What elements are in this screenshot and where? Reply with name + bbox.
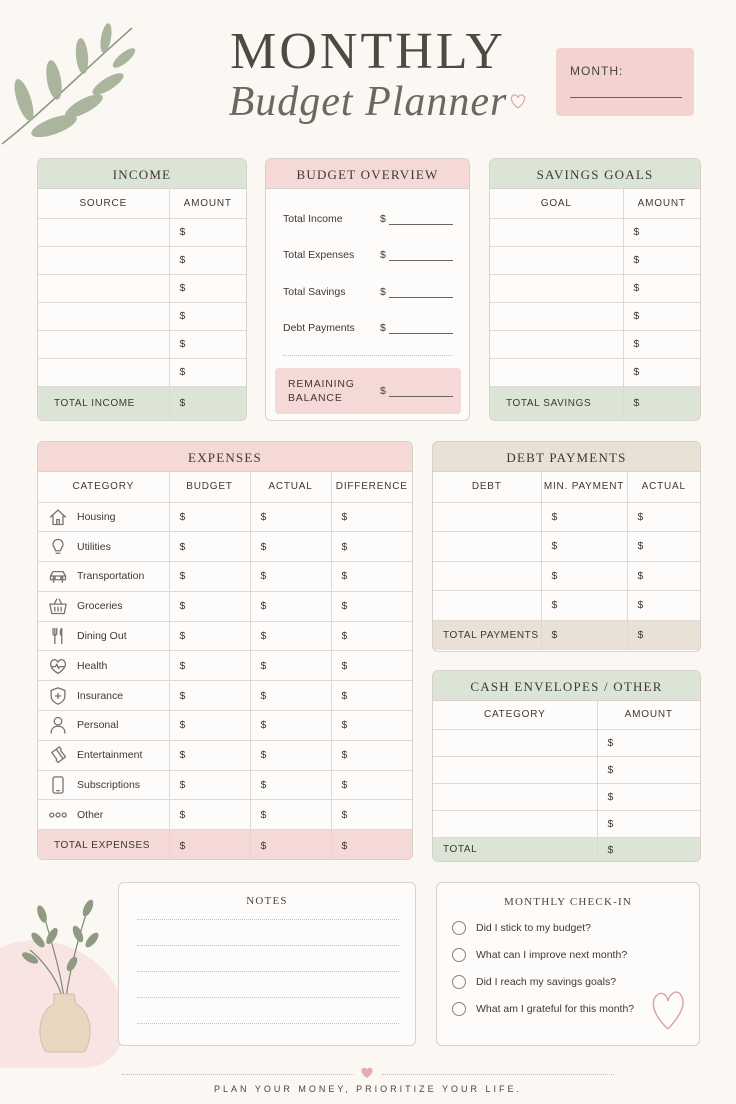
expenses-col-difference: DIFFERENCE [331,472,412,502]
expense-category [38,562,169,592]
expense-category-label: Dining Out [77,630,127,643]
amount-cell[interactable]: $ [331,562,412,592]
amount-cell[interactable]: $ [331,711,412,741]
income-total-row[interactable]: TOTAL INCOME $ [38,386,246,420]
page-title: MONTHLY [230,23,506,80]
debt-total-label: TOTAL PAYMENTS [433,620,541,650]
amount-cell[interactable]: $ [331,770,412,800]
amount-cell[interactable]: $ [250,740,331,770]
footer-divider-right [382,1074,614,1075]
amount-cell[interactable]: $ [250,651,331,681]
savings-panel [489,158,701,421]
table-row[interactable]: $ [490,302,700,330]
expense-category [38,502,169,532]
phone-icon [48,775,68,795]
amount-cell[interactable]: $ [250,681,331,711]
expenses-total-row[interactable]: TOTAL EXPENSES $ $ $ [38,830,412,860]
amount-cell[interactable]: $ [331,621,412,651]
savings-table [490,189,700,420]
basket-icon [48,596,68,616]
expense-category-label: Subscriptions [77,779,141,792]
dots-icon [48,805,68,825]
shield-icon [48,686,68,706]
amount-cell[interactable]: $ [331,740,412,770]
expenses-title: EXPENSES [38,442,412,472]
savings-total-label: TOTAL SAVINGS [490,386,623,420]
amount-cell[interactable]: $ [250,711,331,741]
checkin-item[interactable]: Did I stick to my budget? [452,921,591,935]
month-line [570,97,682,98]
table-row[interactable]: $ [38,330,246,358]
cash-panel [432,670,701,862]
amount-cell[interactable]: $ [169,532,250,562]
savings-col-amount: AMOUNT [623,189,700,218]
expense-category-label: Insurance [77,689,124,702]
expenses-col-actual: ACTUAL [250,472,331,502]
overview-row-expenses[interactable]: Total Expenses $ [283,249,453,261]
cash-total-label: TOTAL [433,837,597,862]
expense-category [38,681,169,711]
amount-cell[interactable]: $ [331,502,412,532]
expenses-col-category: CATEGORY [38,472,169,502]
amount-cell[interactable]: $ [250,532,331,562]
amount-cell[interactable]: $ [169,502,250,532]
savings-title: SAVINGS GOALS [490,159,700,189]
amount-cell[interactable]: $ [169,621,250,651]
cash-col-amount: AMOUNT [597,701,700,729]
table-row[interactable]: $ [490,274,700,302]
note-line [137,1023,399,1024]
income-total-label: TOTAL INCOME [38,386,169,420]
checkin-item[interactable]: Did I reach my savings goals? [452,975,616,989]
amount-cell[interactable]: $ [250,502,331,532]
expense-category [38,800,169,830]
page-subtitle: Budget Planner [228,79,508,125]
amount-cell[interactable]: $ [331,651,412,681]
amount-cell[interactable]: $ [250,621,331,651]
expense-category [38,621,169,651]
expenses-col-budget: BUDGET [169,472,250,502]
amount-cell[interactable]: $ [331,532,412,562]
amount-cell[interactable]: $ [169,740,250,770]
table-row[interactable] [38,740,412,770]
notes-panel[interactable] [118,882,416,1046]
checkbox-circle-icon[interactable] [452,921,466,935]
checkin-item[interactable]: What can I improve next month? [452,948,627,962]
amount-cell[interactable]: $ [169,651,250,681]
table-row[interactable]: $ [38,358,246,386]
amount-cell[interactable]: $ [250,591,331,621]
expense-category-label: Utilities [77,540,111,553]
checkin-item[interactable]: What am I grateful for this month? [452,1002,634,1016]
person-icon [48,715,68,735]
table-row[interactable]: $ $ [433,561,700,591]
heart-icon [360,1066,374,1079]
overview-panel [265,158,470,421]
cash-col-category: CATEGORY [433,701,597,729]
note-line [137,919,399,920]
month-field[interactable] [556,48,694,116]
expense-category-label: Personal [77,719,119,732]
heart-pulse-icon [48,656,68,676]
expense-category [38,651,169,681]
expense-category [38,591,169,621]
amount-cell[interactable]: $ [250,562,331,592]
debt-table [433,472,700,650]
expense-category-label: Other [77,808,104,821]
amount-cell[interactable]: $ [250,770,331,800]
table-row[interactable] [38,591,412,621]
expense-category [38,532,169,562]
house-icon [48,507,68,527]
debt-panel [432,441,701,652]
car-icon [48,566,68,586]
plant-vase-icon [0,888,130,1068]
amount-cell[interactable]: $ [331,681,412,711]
note-line [137,945,399,946]
amount-cell[interactable]: $ [169,681,250,711]
cash-total-row[interactable]: TOTAL $ [433,837,700,862]
table-row[interactable]: $ [490,358,700,386]
table-row[interactable]: $ [38,274,246,302]
note-line [137,971,399,972]
expense-category [38,711,169,741]
checkin-title: MONTHLY CHECK-IN [504,896,632,908]
table-row[interactable]: $ $ [433,502,700,532]
table-row[interactable] [38,711,412,741]
remaining-balance-field[interactable]: REMAINING BALANCE $ [275,368,461,414]
overview-row-debt[interactable]: Debt Payments $ [283,322,453,334]
overview-row-income[interactable]: Total Income $ [283,213,453,225]
expense-category-label: Groceries [77,600,123,613]
income-panel [37,158,247,421]
income-title: INCOME [38,159,246,189]
divider [283,355,453,356]
table-row[interactable] [38,681,412,711]
savings-total-row[interactable]: TOTAL SAVINGS $ [490,386,700,420]
checkbox-circle-icon[interactable] [452,948,466,962]
expense-category [38,740,169,770]
table-row[interactable]: $ [433,729,700,756]
debt-title: DEBT PAYMENTS [433,442,700,472]
checkbox-circle-icon[interactable] [452,975,466,989]
amount-cell[interactable]: $ [169,800,250,830]
expenses-total-label: TOTAL EXPENSES [38,830,169,860]
expense-category-label: Housing [77,510,116,523]
amount-cell[interactable]: $ [250,800,331,830]
table-row[interactable] [38,621,412,651]
footer-tagline: PLAN YOUR MONEY, PRIORITIZE YOUR LIFE. [213,1084,523,1094]
cash-title: CASH ENVELOPES / OTHER [433,671,700,701]
debt-col-actual: ACTUAL [627,472,700,502]
expense-category-label: Entertainment [77,749,143,762]
heart-outline-icon [651,987,685,1031]
table-row[interactable] [38,502,412,532]
overview-row-savings[interactable]: Total Savings $ [283,286,453,298]
income-col-amount: AMOUNT [169,189,246,218]
expense-category-label: Transportation [77,570,145,583]
notes-title: NOTES [246,895,288,907]
table-row[interactable]: $ [38,246,246,274]
table-row[interactable] [38,770,412,800]
table-row[interactable]: $ $ [433,532,700,562]
checkbox-circle-icon[interactable] [452,1002,466,1016]
debt-col-debt: DEBT [433,472,541,502]
fork-knife-icon [48,626,68,646]
expense-category [38,770,169,800]
note-line [137,997,399,998]
table-row[interactable]: $ [490,218,700,246]
table-row[interactable]: $ [38,302,246,330]
table-row[interactable]: $ [433,756,700,783]
debt-total-row[interactable]: TOTAL PAYMENTS $ $ [433,620,700,650]
table-row[interactable]: $ [433,783,700,810]
table-row[interactable]: $ [433,810,700,837]
table-row[interactable]: $ [38,218,246,246]
table-row[interactable]: $ [490,330,700,358]
table-row[interactable] [38,800,412,830]
savings-col-goal: GOAL [490,189,623,218]
lightbulb-icon [48,537,68,557]
table-row[interactable]: $ $ [433,591,700,621]
expenses-table [38,472,412,860]
expenses-panel [37,441,413,860]
checkin-panel [436,882,700,1046]
table-row[interactable] [38,562,412,592]
amount-cell[interactable]: $ [169,562,250,592]
amount-cell[interactable]: $ [169,770,250,800]
overview-title: BUDGET OVERVIEW [266,159,469,189]
table-row[interactable] [38,532,412,562]
amount-cell[interactable]: $ [169,711,250,741]
expense-category-label: Health [77,659,108,672]
ticket-icon [48,745,68,765]
heart-icon [508,91,528,111]
table-row[interactable] [38,651,412,681]
amount-cell[interactable]: $ [169,591,250,621]
income-table [38,189,246,420]
debt-col-min-payment: MIN. PAYMENT [541,472,627,502]
footer-divider-left [122,1074,354,1075]
month-label: MONTH: [570,64,624,78]
income-col-source: SOURCE [38,189,169,218]
amount-cell[interactable]: $ [331,800,412,830]
cash-table [433,701,700,862]
table-row[interactable]: $ [490,246,700,274]
amount-cell[interactable]: $ [331,591,412,621]
